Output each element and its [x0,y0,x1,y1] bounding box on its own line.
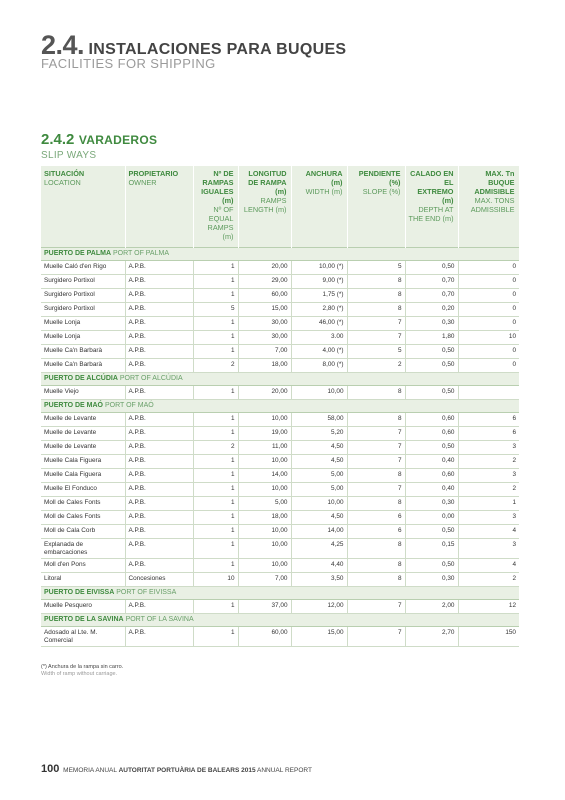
footer-text-3: ANNUAL REPORT [257,767,312,774]
table-cell: A.P.B. [125,413,193,427]
table-cell: 8,00 (*) [291,359,347,373]
table-row [41,441,519,455]
section-row [41,614,519,627]
table-cell: 10,00 [238,525,291,539]
table-cell: Muelle Caló d'en Rigo [41,261,125,275]
table-cell: 7 [347,331,405,345]
table-cell: 3.00 [291,331,347,345]
table-cell: A.P.B. [125,539,193,559]
table-cell: 8 [347,275,405,289]
table-cell: 1 [193,455,238,469]
table-cell: 2 [458,483,519,497]
table-cell: 10,00 [291,386,347,400]
table-cell: 3 [458,511,519,525]
table-cell: Muelle Pesquero [41,600,125,614]
footnote-en: Width of ramp without carriage. [41,671,118,677]
table-row [41,275,519,289]
table-cell: 6 [458,413,519,427]
table-cell: 15,00 [291,627,347,647]
section-name-en: PORT OF LA SAVINA [125,616,194,623]
table-cell: 1 [193,469,238,483]
table-cell: Moll de Cales Fonts [41,497,125,511]
table-cell: 1 [193,511,238,525]
table-cell: 6 [347,525,405,539]
footer-text-1: MEMORIA ANUAL [63,767,117,774]
table-cell: 0 [458,275,519,289]
table-row [41,317,519,331]
table-cell: 1 [193,525,238,539]
table-row [41,455,519,469]
section-label [41,614,519,627]
table-cell: 4,00 (*) [291,345,347,359]
table-row [41,413,519,427]
table-cell: 10 [193,573,238,587]
table-cell: 4,40 [291,559,347,573]
table-row [41,497,519,511]
section-row [41,587,519,600]
table-row [41,511,519,525]
table-cell: 18,00 [238,511,291,525]
table-cell: 8 [347,469,405,483]
table-cell: Surgidero Portixol [41,275,125,289]
table-row [41,573,519,587]
table-cell: A.P.B. [125,469,193,483]
col-slope: PENDIENTE (%) SLOPE (%) [347,166,405,248]
section-title-en: FACILITIES FOR SHIPPING [41,56,216,71]
table-cell: 15,00 [238,303,291,317]
table-cell: 8 [347,539,405,559]
table-cell: 8 [347,289,405,303]
table-cell: 8 [347,497,405,511]
table-cell: 2 [458,573,519,587]
table-cell: 7 [347,441,405,455]
table-cell: 0 [458,359,519,373]
table-cell: 7 [347,483,405,497]
table-cell: 4,50 [291,441,347,455]
subsection-title: VARADEROS [78,133,158,147]
table-cell: 5 [347,345,405,359]
table-cell: 11,00 [238,441,291,455]
table-cell: 5,00 [291,469,347,483]
table-cell: 8 [347,573,405,587]
table-cell: 0 [458,317,519,331]
table-cell: 1 [193,289,238,303]
table-cell: 1 [193,427,238,441]
table-body [41,248,519,647]
section-name-en: PORT OF ALCÚDIA [119,375,183,382]
table-cell: 0,50 [405,441,458,455]
table-cell: 0,60 [405,427,458,441]
table-cell: 46,00 (*) [291,317,347,331]
table-cell: 0,15 [405,539,458,559]
col-owner: PROPIETARIO OWNER [125,166,193,248]
table-cell: 5,20 [291,427,347,441]
table-cell: A.P.B. [125,303,193,317]
table-cell: Muelle Ca'n Barbarà [41,345,125,359]
table-cell: Adosado al Lte. M. Comercial [41,627,125,647]
table-cell: 0 [458,303,519,317]
table-cell: Muelle de Levante [41,427,125,441]
table-cell: 4 [458,525,519,539]
table-row [41,303,519,317]
table-cell: 2 [347,359,405,373]
table-cell: 0,50 [405,359,458,373]
table-cell: 0,40 [405,483,458,497]
table-cell: Muelle Cala Figuera [41,455,125,469]
table-cell: 1 [193,483,238,497]
table-cell: 0,30 [405,573,458,587]
table-cell: 19,00 [238,427,291,441]
col-width: ANCHURA (m) WIDTH (m) [291,166,347,248]
table-cell: 4,25 [291,539,347,559]
table-cell: 0 [458,289,519,303]
table-cell: Muelle de Levante [41,441,125,455]
footnote: (*) Anchura de la rampa sin carro. [41,664,124,670]
table-cell: 12 [458,600,519,614]
table-cell: Muelle El Fonduco [41,483,125,497]
section-name: PUERTO DE LA SAVINA [44,616,124,623]
table-cell: 0,70 [405,289,458,303]
table-cell: 7 [347,317,405,331]
table-cell: Moll d'en Pons [41,559,125,573]
table-cell: A.P.B. [125,497,193,511]
table-cell: 1 [193,497,238,511]
table-cell: 7 [347,600,405,614]
table-cell: 1 [193,345,238,359]
table-cell: 2,70 [405,627,458,647]
section-row [41,373,519,386]
table-cell: 10,00 (*) [291,261,347,275]
table-cell: 0,70 [405,275,458,289]
table-cell: 1,75 (*) [291,289,347,303]
table-cell: Moll de Cala Corb [41,525,125,539]
table-cell: 10,00 [238,539,291,559]
table-cell: 4,50 [291,511,347,525]
table-cell: A.P.B. [125,441,193,455]
table-cell: 0,30 [405,317,458,331]
section-number: 2.4. [41,30,85,60]
table-row [41,359,519,373]
table-cell: 0,40 [405,455,458,469]
table-cell: 0,30 [405,497,458,511]
table-cell: A.P.B. [125,427,193,441]
table-cell: 0,60 [405,469,458,483]
table-cell: A.P.B. [125,455,193,469]
section-name: PUERTO DE EIVISSA [44,589,115,596]
table-cell: 9,00 (*) [291,275,347,289]
table-cell: A.P.B. [125,261,193,275]
subsection-heading [41,131,157,149]
table-cell: 0,50 [405,345,458,359]
table-cell: 4,50 [291,455,347,469]
table-cell: A.P.B. [125,511,193,525]
table-cell: 0,50 [405,261,458,275]
page-footer [41,763,312,775]
table-row [41,289,519,303]
table-cell: 0,50 [405,525,458,539]
table-cell: 4 [458,559,519,573]
table-cell: Muelle Lonja [41,331,125,345]
table-cell: Surgidero Portixol [41,303,125,317]
section-name: PUERTO DE ALCÚDIA [44,375,118,382]
subsection-title-en: SLIP WAYS [41,150,97,161]
table-cell: 20,00 [238,261,291,275]
table-cell: Concesiones [125,573,193,587]
table-cell: 14,00 [291,525,347,539]
section-label [41,587,519,600]
table-cell: 8 [347,386,405,400]
table-cell: A.P.B. [125,275,193,289]
section-label [41,248,519,261]
table-cell: A.P.B. [125,627,193,647]
table-cell: 1 [193,386,238,400]
table-cell: Litoral [41,573,125,587]
col-depth: CALADO EN EL EXTREMO (m) DEPTH AT THE END (m) [405,166,458,248]
table-cell: 5 [193,303,238,317]
table-cell: 150 [458,627,519,647]
table-cell: 7 [347,455,405,469]
table-cell: 8 [347,303,405,317]
col-ramps: Nº DE RAMPAS IGUALES (m) Nº OF EQUAL RAMPS (m) [193,166,238,248]
table-cell: 0 [458,345,519,359]
table-cell: 18,00 [238,359,291,373]
table-cell: Muelle Ca'n Barbarà [41,359,125,373]
table-cell: 0,60 [405,413,458,427]
table-row [41,483,519,497]
table-cell: 30,00 [238,331,291,345]
section-name-en: PORT OF MAÓ [104,402,154,409]
table-cell: Explanada de embarcaciones [41,539,125,559]
table-row [41,345,519,359]
table-cell: 0,20 [405,303,458,317]
table-cell: 5 [347,261,405,275]
table-row [41,559,519,573]
table-cell: 10,00 [291,497,347,511]
table-cell: Surgidero Portixol [41,289,125,303]
table-cell: 1,80 [405,331,458,345]
table-header [41,166,519,248]
section-label [41,373,519,386]
col-location: SITUACIÓN LOCATION [41,166,125,248]
table-cell: Muelle Lonja [41,317,125,331]
table-row [41,331,519,345]
table-cell: 14,00 [238,469,291,483]
table-cell: 58,00 [291,413,347,427]
table-cell [458,386,519,400]
table-cell: A.P.B. [125,483,193,497]
table-cell: 1 [193,261,238,275]
table-cell: A.P.B. [125,289,193,303]
page-number: 100 [41,763,60,775]
table-cell: 6 [458,427,519,441]
section-label [41,400,519,413]
table-row [41,539,519,559]
table-cell: 7,00 [238,345,291,359]
table-row [41,600,519,614]
table-cell: 3 [458,441,519,455]
table-cell: 10,00 [238,559,291,573]
table-cell: 8 [347,559,405,573]
table-cell: Muelle Viejo [41,386,125,400]
table-cell: A.P.B. [125,345,193,359]
table-cell: A.P.B. [125,525,193,539]
table-cell: 60,00 [238,289,291,303]
table-cell: 3,50 [291,573,347,587]
col-length: LONGITUD DE RAMPA (m) RAMPS LENGTH (m) [238,166,291,248]
section-name-en: PORT OF PALMA [112,250,169,257]
table-cell: 7 [347,427,405,441]
table-cell: 30,00 [238,317,291,331]
table-cell: 6 [347,511,405,525]
table-cell: A.P.B. [125,600,193,614]
table-cell: 7,00 [238,573,291,587]
table-cell: 10,00 [238,413,291,427]
table-cell: 1 [193,275,238,289]
table-cell: Moll de Cales Fonts [41,511,125,525]
table-cell: 2,00 [405,600,458,614]
table-cell: 29,00 [238,275,291,289]
section-name: PUERTO DE MAÓ [44,402,103,409]
table-cell: 0,50 [405,559,458,573]
table-cell: 3 [458,539,519,559]
table-cell: A.P.B. [125,331,193,345]
table-cell: 10,00 [238,483,291,497]
table-cell: 1 [458,497,519,511]
table-cell: 1 [193,627,238,647]
table-row [41,469,519,483]
table-cell: 1 [193,317,238,331]
table-cell: 3 [458,469,519,483]
table-row [41,427,519,441]
table-cell: 5,00 [291,483,347,497]
table-cell: 0,00 [405,511,458,525]
table-cell: A.P.B. [125,317,193,331]
slipways-table [41,166,520,647]
table-cell: 1 [193,331,238,345]
table-row [41,386,519,400]
table-cell: 1 [193,413,238,427]
table-cell: 2 [193,359,238,373]
subsection-number: 2.4.2 [41,131,75,148]
table-cell: 10 [458,331,519,345]
section-title: INSTALACIONES PARA BUQUES [88,41,347,58]
table-row [41,627,519,647]
col-max-tons: MAX. Tn BUQUE ADMISIBLE MAX. TONS ADMISSIBLE [458,166,519,248]
table-cell: 2,80 (*) [291,303,347,317]
section-name: PUERTO DE PALMA [44,250,112,257]
table-cell: A.P.B. [125,359,193,373]
table-cell: 0 [458,261,519,275]
table-cell: 12,00 [291,600,347,614]
table-cell: 2 [458,455,519,469]
table-cell: 37,00 [238,600,291,614]
table-row [41,525,519,539]
section-row [41,400,519,413]
table-cell: 8 [347,413,405,427]
table-cell: 7 [347,627,405,647]
section-name-en: PORT OF EIVISSA [116,589,177,596]
table-cell: Muelle de Levante [41,413,125,427]
table-cell: 10,00 [238,455,291,469]
section-row [41,248,519,261]
table-cell: 2 [193,441,238,455]
table-cell: A.P.B. [125,386,193,400]
table-cell: 0,50 [405,386,458,400]
table-cell: 1 [193,539,238,559]
table-row [41,261,519,275]
footer-text-2: AUTORITAT PORTUÀRIA DE BALEARS 2015 [118,767,256,774]
table-cell: 20,00 [238,386,291,400]
table-cell: 5,00 [238,497,291,511]
table-cell: 1 [193,600,238,614]
table-cell: Muelle Cala Figuera [41,469,125,483]
table-cell: 60,00 [238,627,291,647]
table-cell: A.P.B. [125,559,193,573]
table-cell: 1 [193,559,238,573]
